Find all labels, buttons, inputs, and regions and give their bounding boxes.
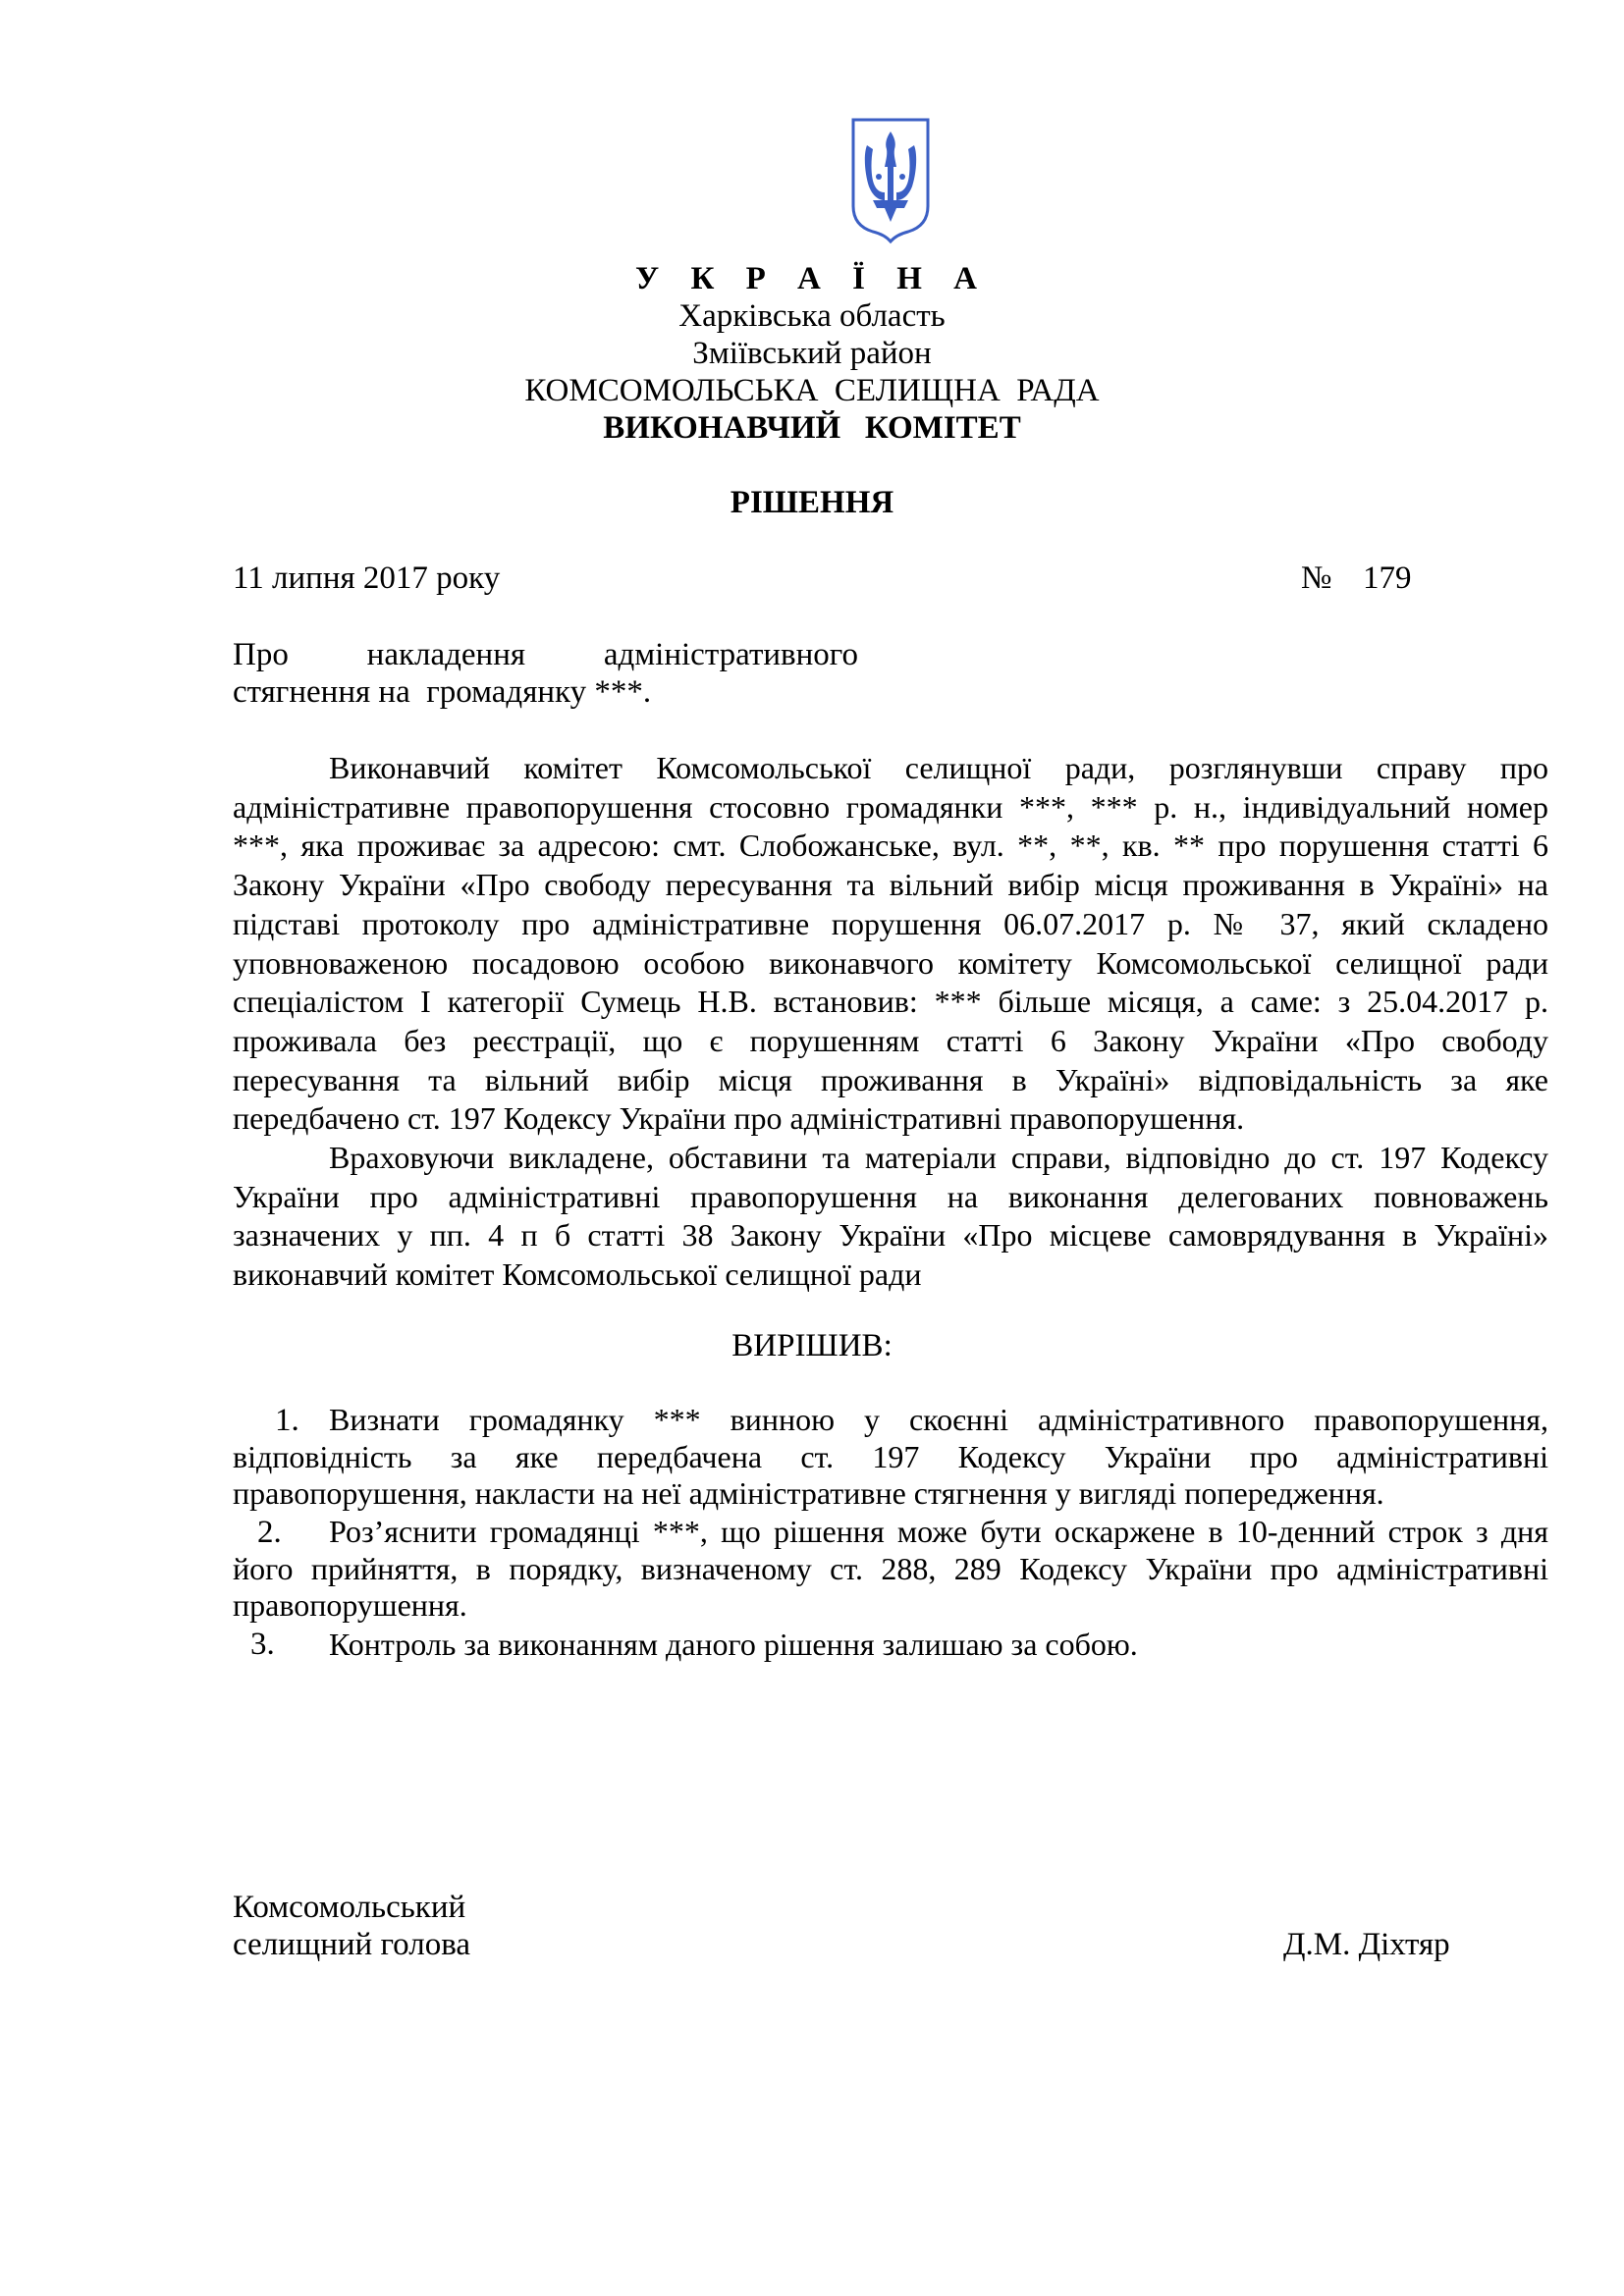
coat-of-arms-icon — [849, 116, 932, 245]
subject-word: Про — [233, 637, 289, 672]
decision-date: 11 липня 2017 року — [233, 561, 501, 596]
item-number: 3. — [250, 1627, 275, 1662]
subject-line-2: стягнення на громадянку ***. — [233, 674, 652, 710]
subject-line-1 — [233, 636, 858, 673]
subject-word: накладення — [366, 637, 526, 672]
decided-heading: ВИРІШИВ: — [731, 1328, 893, 1363]
district-name: Зміївський район — [692, 336, 932, 371]
paragraph-line: передбачено ст. 197 Кодексу України про адміністративні правопорушення. — [233, 1100, 1245, 1137]
subject-word: адміністративного — [603, 637, 858, 672]
paragraph-line: виконавчий комітет Комсомольської селищної ради — [233, 1256, 922, 1293]
paragraph-line: пересування та вільний вибір місця проживання в Україні» відповідальність за яке — [233, 1061, 1548, 1097]
item-line: Роз’яснити громадянці ***, що рішення може бути оскаржене в 10-денний строк з дня — [329, 1514, 1548, 1549]
region-name: Харківська область — [678, 298, 946, 334]
paragraph-line: Враховуючи викладене, обставини та матеріали справи, відповідно до ст. 197 Кодексу — [329, 1140, 1548, 1175]
body-paragraph-2 — [233, 1139, 1548, 1295]
decision-number: 179 — [1363, 561, 1412, 596]
paragraph-line: спеціалістом І категорії Сумець Н.В. встановив: *** більше місяця, а саме: з 25.04.2017 р. — [233, 984, 1548, 1020]
item-line: його прийняття, в порядку, визначеному ст. 288, 289 Кодексу України про адміністративні — [233, 1550, 1548, 1586]
decision-number-label: № — [1301, 561, 1332, 596]
paragraph-line: Закону України «Про свободу пересування та вільний вибір місця проживання в Україні» на — [233, 867, 1548, 903]
paragraph-line: України про адміністративні правопорушення на виконання делегованих повноважень — [233, 1178, 1548, 1214]
body-paragraph-1 — [233, 749, 1548, 1139]
item-line: правопорушення. — [233, 1587, 467, 1623]
item-number: 2. — [257, 1515, 282, 1550]
paragraph-line: Виконавчий комітет Комсомольської селищної ради, розглянувши справу про — [329, 750, 1548, 785]
decision-item-2 — [233, 1514, 1548, 1625]
item-line: Визнати громадянку *** винною у скоєнні адміністративного правопорушення, — [329, 1402, 1548, 1437]
document-type: РІШЕННЯ — [730, 485, 894, 520]
signatory-title-line-2: селищний голова — [233, 1927, 471, 1962]
decision-item-1 — [233, 1402, 1548, 1513]
decision-item-3: Контроль за виконанням даного рішення залишаю за собою. — [329, 1627, 1138, 1662]
signatory-name: Д.М. Діхтяр — [1283, 1927, 1450, 1962]
item-line: відповідність за яке передбачена ст. 197 Кодексу України про адміністративні — [233, 1438, 1548, 1474]
country-heading: У К Р А Ї Н А — [635, 261, 989, 296]
paragraph-line: підставі протоколу про адміністративне порушення 06.07.2017 р. № 37, який складено — [233, 905, 1548, 941]
committee-name: ВИКОНАВЧИЙ КОМІТЕТ — [603, 410, 1021, 446]
signatory-title-line-1: Комсомольський — [233, 1890, 466, 1925]
paragraph-line: ***, яка проживає за адресою: смт. Слобожанське, вул. **, **, кв. ** про порушення статті 6 — [233, 828, 1548, 864]
paragraph-line: уповноваженою посадовою особою виконавчого комітету Комсомольської селищної ради — [233, 944, 1548, 981]
paragraph-line: адміністративне правопорушення стосовно громадянки ***, *** р. н., індивідуальний номер — [233, 788, 1548, 825]
paragraph-line: проживала без реєстрації, що є порушенням статті 6 Закону України «Про свободу — [233, 1022, 1548, 1058]
item-line: правопорушення, накласти на неї адміністративне стягнення у вигляді попередження. — [233, 1475, 1384, 1511]
council-name: КОМСОМОЛЬСЬКА СЕЛИЩНА РАДА — [524, 373, 1100, 408]
item-number: 1. — [275, 1403, 299, 1438]
paragraph-line: зазначених у пп. 4 п б статті 38 Закону України «Про місцеве самоврядування в Україні» — [233, 1217, 1548, 1254]
